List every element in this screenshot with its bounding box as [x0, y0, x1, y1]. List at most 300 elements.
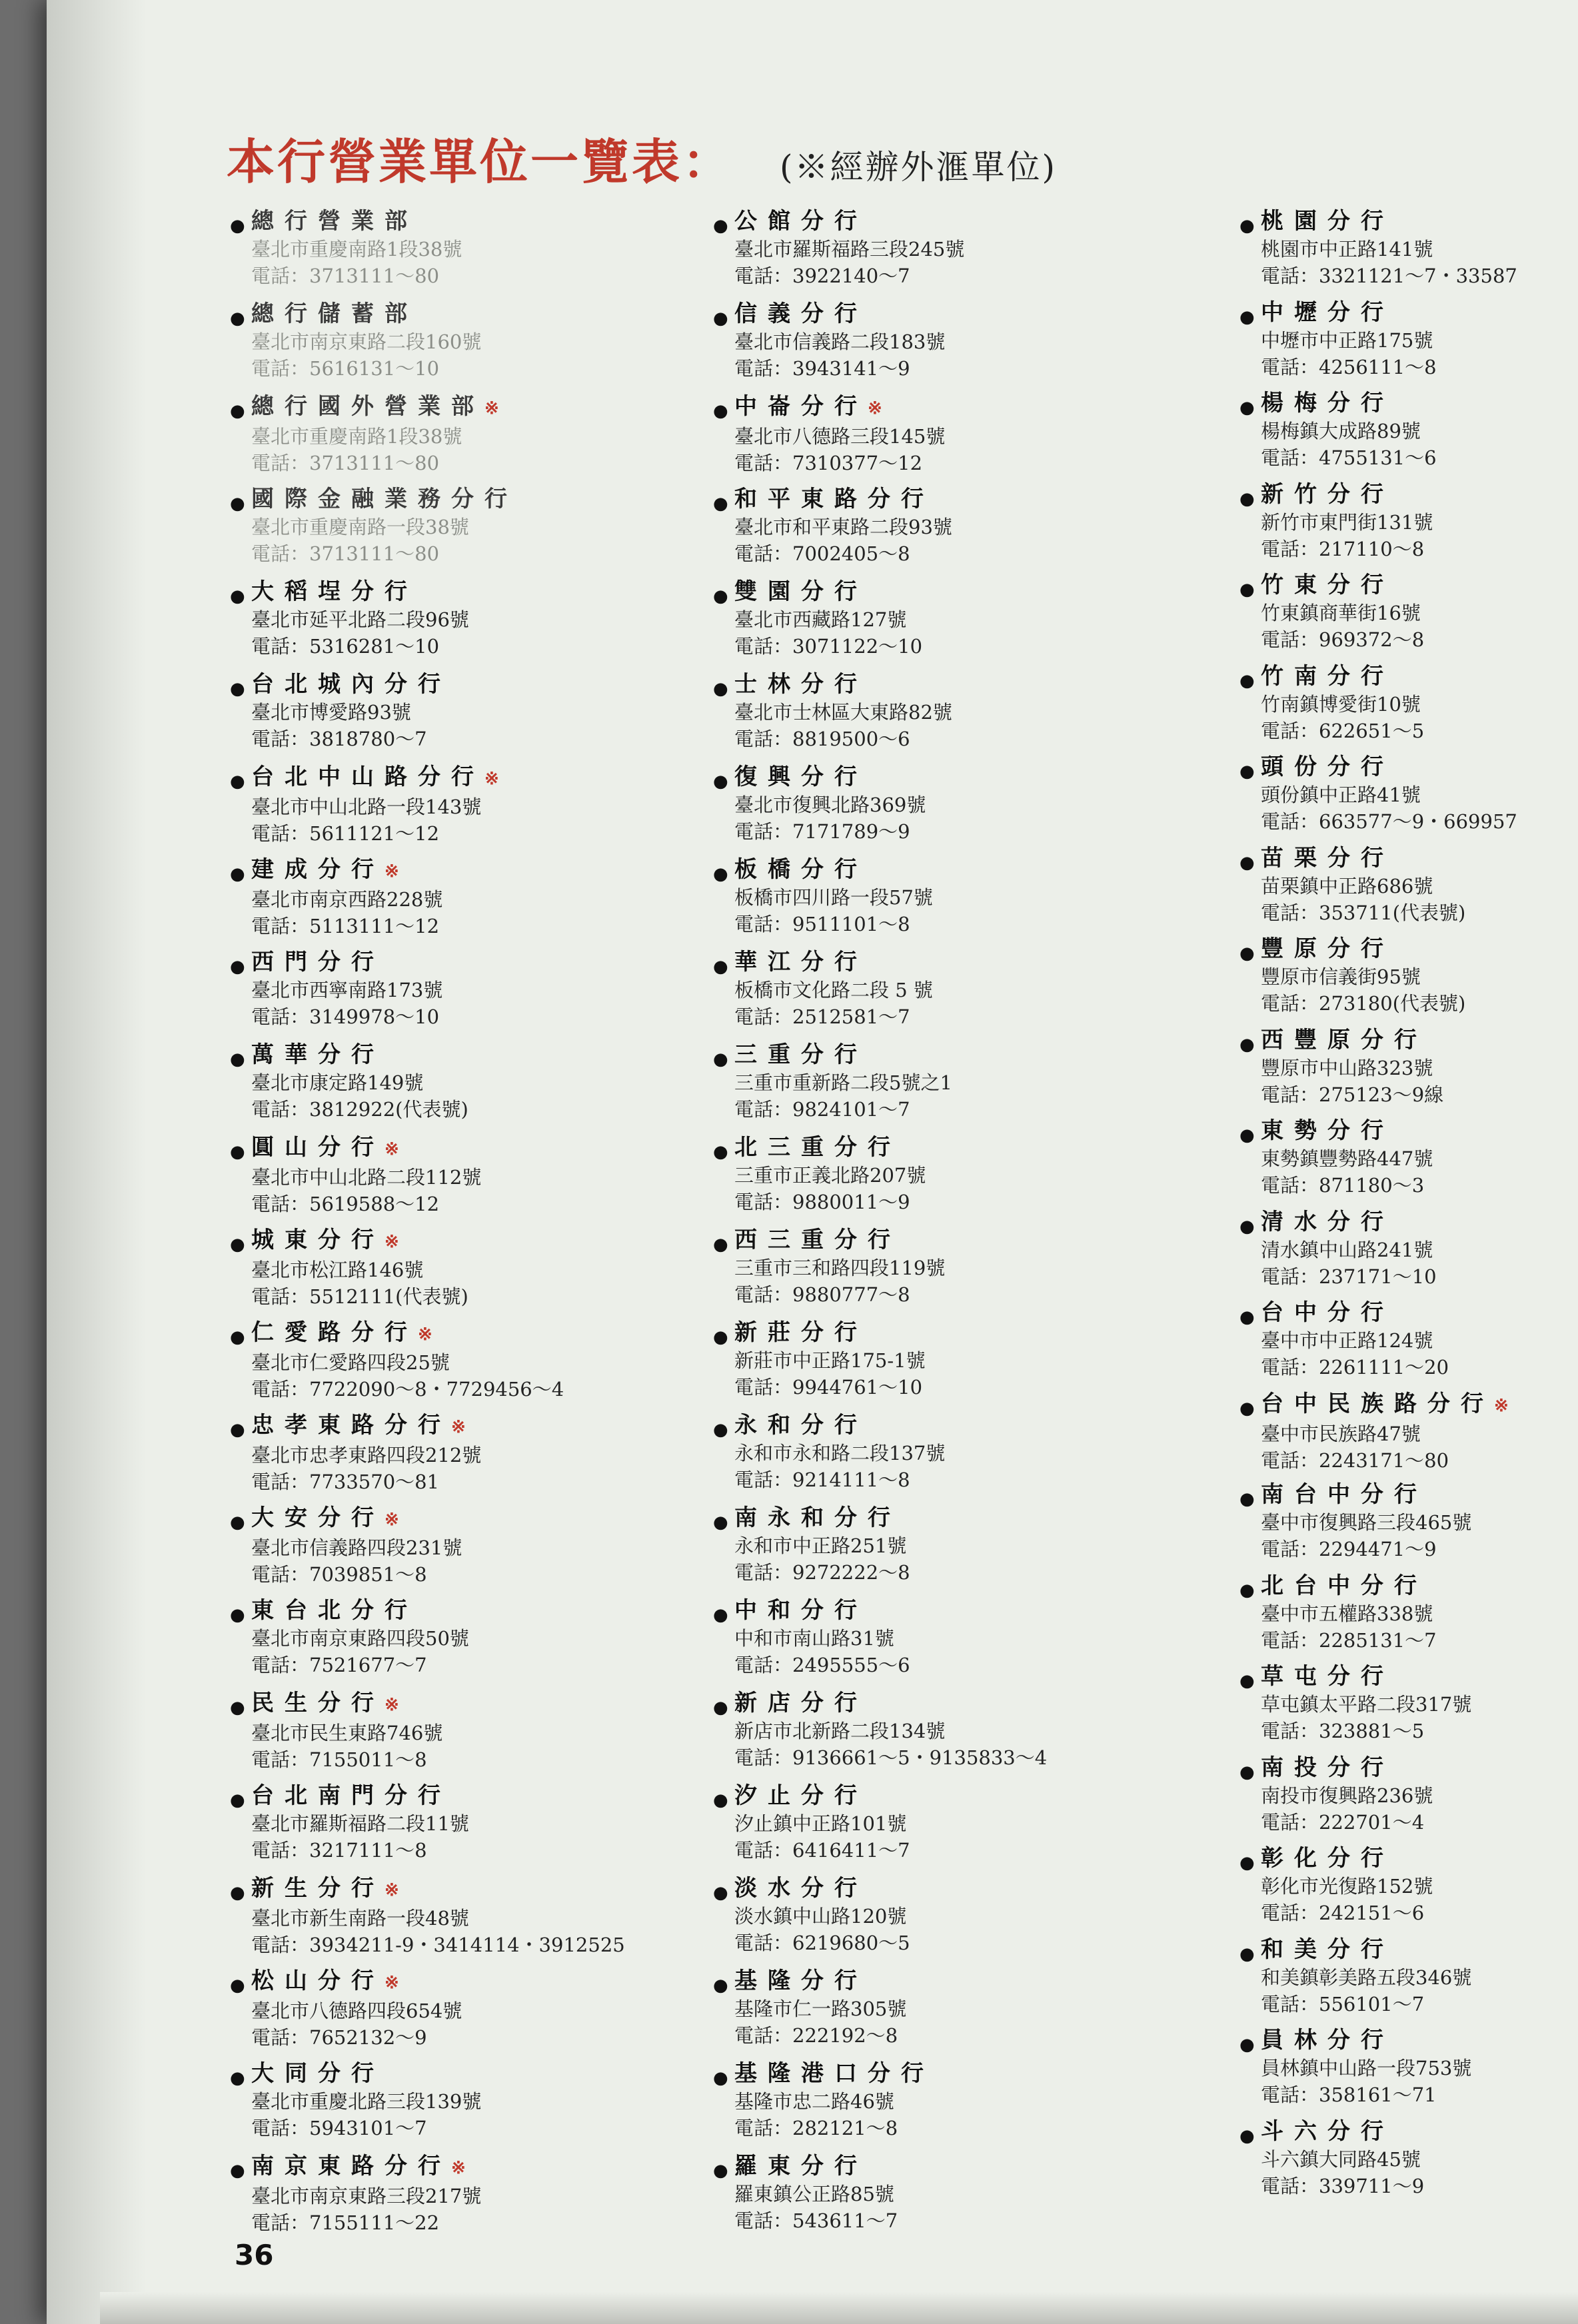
bullet-icon: ●	[1239, 1580, 1255, 1600]
branch-name-text: 大同分行	[251, 2060, 385, 2087]
bullet-icon: ●	[713, 308, 728, 328]
branch-phone: 電話：217110～8	[1261, 537, 1425, 560]
branch-entry	[1239, 1571, 1578, 1662]
branch-entry	[713, 762, 1180, 855]
fx-mark-icon: ※	[484, 398, 499, 418]
branch-entry	[713, 1225, 1180, 1318]
branch-entry	[1239, 1662, 1578, 1753]
branch-name	[1261, 1389, 1578, 1421]
branch-address: 淡水鎮中山路120號	[734, 1905, 907, 1928]
branch-phone: 電話：3149978～10	[251, 1005, 440, 1028]
branch-name	[734, 207, 1180, 236]
branch-phone: 電話：3943141～9	[734, 357, 910, 380]
branch-name-text: 基隆分行	[734, 1968, 868, 1994]
branch-entry	[713, 1503, 1180, 1596]
branch-address: 永和市中正路251號	[734, 1534, 907, 1557]
branch-name	[251, 577, 696, 606]
bullet-icon: ●	[1239, 1398, 1255, 1419]
branch-address: 臺北市羅斯福路二段11號	[251, 1812, 469, 1835]
branch-entry	[230, 1411, 696, 1503]
bullet-icon: ●	[713, 679, 728, 699]
branch-entry	[1239, 1935, 1578, 2026]
branch-entry	[1239, 1480, 1578, 1571]
branch-name	[1261, 1298, 1578, 1327]
bullet-icon: ●	[713, 586, 728, 606]
branch-address: 楊梅鎮大成路89號	[1261, 420, 1421, 442]
branch-entry	[1239, 2026, 1578, 2117]
bullet-icon: ●	[713, 1327, 728, 1347]
branch-phone: 電話：9214111～8	[734, 1468, 910, 1491]
bullet-icon: ●	[713, 1420, 728, 1440]
branch-phone: 電話：2261111～20	[1261, 1356, 1449, 1379]
branch-address: 員林鎮中山路一段753號	[1261, 2057, 1472, 2079]
branch-name	[251, 947, 696, 977]
branch-address: 板橋市四川路一段57號	[734, 886, 933, 909]
branch-name	[251, 1318, 696, 1349]
bullet-icon: ●	[713, 1049, 728, 1069]
branch-name-text: 新店分行	[734, 1690, 868, 1716]
branch-address: 豐原市中山路323號	[1261, 1056, 1433, 1079]
bullet-icon: ●	[713, 216, 728, 236]
branch-address: 臺中市民族路47號	[1261, 1422, 1421, 1445]
branch-phone: 電話：9944761～10	[734, 1376, 923, 1399]
branch-name-text: 華江分行	[734, 949, 868, 975]
branch-address: 竹南鎮博愛街10號	[1261, 692, 1421, 716]
branch-phone: 電話：2243171～80	[1261, 1449, 1449, 1472]
branch-address: 頭份鎮中正路41號	[1261, 784, 1421, 806]
branch-name-text: 西豐原分行	[1261, 1026, 1427, 1053]
branch-phone: 電話：556101～7	[1261, 1992, 1425, 2016]
branch-phone: 電話：9880777～8	[734, 1283, 910, 1306]
fx-mark-icon: ※	[451, 1417, 466, 1437]
branch-name	[734, 392, 1180, 423]
branch-address: 臺北市延平北路二段96號	[251, 608, 469, 631]
branch-address: 汐止鎮中正路101號	[734, 1812, 907, 1835]
branch-name-text: 雙園分行	[734, 578, 868, 605]
branch-name	[734, 1503, 1180, 1532]
bullet-icon: ●	[1239, 306, 1255, 327]
bullet-icon: ●	[230, 679, 245, 699]
branch-phone: 電話：5113111～12	[251, 915, 440, 937]
branch-entry	[230, 299, 696, 392]
branch-name-text: 竹南分行	[1261, 662, 1394, 690]
branch-entry	[713, 1411, 1180, 1503]
branch-name	[251, 1225, 696, 1257]
branch-phone: 電話：9511101～8	[734, 913, 910, 935]
branch-entry	[230, 484, 696, 577]
bullet-icon: ●	[1239, 1944, 1255, 1964]
branch-name-text: 淡水分行	[734, 1875, 868, 1902]
branch-phone: 電話：663577～9・669957	[1261, 810, 1517, 833]
branch-name	[251, 1503, 696, 1534]
bullet-icon: ●	[1239, 1489, 1255, 1509]
branch-entry	[230, 577, 696, 670]
branch-name	[251, 207, 696, 236]
branch-name	[1261, 1207, 1578, 1237]
bullet-icon: ●	[1239, 1671, 1255, 1691]
branch-entry	[1239, 1389, 1578, 1480]
bullet-icon: ●	[1239, 216, 1255, 236]
branch-entry	[713, 1966, 1180, 2059]
branch-name-text: 汐止分行	[734, 1782, 868, 1809]
branch-entry	[230, 2059, 696, 2151]
branch-entry	[713, 2151, 1180, 2244]
branch-phone: 電話：3713111～80	[251, 452, 440, 474]
branch-name-text: 總行國外營業部	[251, 393, 484, 420]
branch-phone: 電話：339711～9	[1261, 2174, 1425, 2197]
branch-phone: 電話：9824101～7	[734, 1098, 910, 1121]
branch-name-text: 民生分行	[251, 1690, 385, 1716]
branch-name	[734, 947, 1180, 977]
fx-mark-icon: ※	[385, 1973, 399, 1993]
branch-entry	[1239, 662, 1578, 753]
branch-name-text: 復興分行	[734, 764, 868, 790]
branch-entry	[230, 855, 696, 947]
branch-entry	[230, 762, 696, 855]
bullet-icon: ●	[713, 772, 728, 792]
branch-address: 板橋市文化路二段 5 號	[734, 979, 933, 1001]
branch-name-text: 中和分行	[734, 1597, 868, 1624]
branch-name-text: 新莊分行	[734, 1319, 868, 1346]
branch-name	[1261, 207, 1578, 236]
branch-address: 臺北市南京東路三段217號	[251, 2185, 482, 2207]
branch-entry	[1239, 1844, 1578, 1935]
branch-address: 三重市三和路四段119號	[734, 1257, 946, 1279]
branch-name	[1261, 1571, 1578, 1600]
branch-address: 臺北市仁愛路四段25號	[251, 1351, 450, 1374]
branch-name-text: 西三重分行	[734, 1227, 901, 1253]
branch-entry	[1239, 480, 1578, 571]
branch-phone: 電話：3071122～10	[734, 635, 923, 658]
branch-name-text: 台中民族路分行	[1261, 1390, 1494, 1417]
branch-phone: 電話：2495555～6	[734, 1654, 910, 1676]
branch-phone: 電話：4256111～8	[1261, 355, 1437, 378]
branch-entry	[230, 1318, 696, 1411]
branch-name	[734, 1040, 1180, 1069]
branch-entry	[713, 1318, 1180, 1411]
branch-address: 和美鎮彰美路五段346號	[1261, 1966, 1472, 1989]
branch-phone: 電話：6219680～5	[734, 1932, 910, 1954]
fx-mark-icon: ※	[385, 1695, 399, 1715]
bullet-icon: ●	[713, 1698, 728, 1718]
branch-name-text: 基隆港口分行	[734, 2060, 934, 2087]
branch-entry	[230, 947, 696, 1040]
branch-name	[734, 1688, 1180, 1718]
branch-entry	[1239, 570, 1578, 662]
fx-mark-icon: ※	[418, 1325, 432, 1345]
branch-entry	[713, 577, 1180, 670]
branch-name	[1261, 844, 1578, 873]
branch-entry	[230, 1503, 696, 1596]
branch-name-text: 板橋分行	[734, 856, 868, 883]
branch-phone: 電話：3934211-9・3414114・3912525	[251, 1934, 625, 1956]
fx-mark-icon: ※	[385, 862, 399, 881]
branch-address: 豐原市信義街95號	[1261, 965, 1421, 988]
branch-name	[1261, 388, 1578, 418]
bullet-icon: ●	[713, 1142, 728, 1162]
branch-phone: 電話：5611121～12	[251, 822, 440, 845]
branch-phone: 電話：3922140～7	[734, 265, 910, 287]
branch-phone: 電話：3818780～7	[251, 728, 427, 750]
branch-address: 竹東鎮商華街16號	[1261, 602, 1421, 624]
branch-name	[734, 1411, 1180, 1440]
branch-phone: 電話：282121～8	[734, 2117, 898, 2139]
branch-phone: 電話：9136661～5・9135833～4	[734, 1746, 1048, 1769]
fx-mark-icon: ※	[484, 769, 499, 789]
bullet-icon: ●	[230, 1420, 245, 1440]
bullet-icon: ●	[1239, 1762, 1255, 1782]
branch-name-text: 中壢分行	[1261, 298, 1394, 326]
bullet-icon: ●	[713, 1235, 728, 1255]
branch-address: 臺北市重慶南路1段38號	[251, 425, 462, 448]
branch-name	[251, 1688, 696, 1720]
bullet-icon: ●	[230, 772, 245, 792]
branch-entry	[1239, 752, 1578, 844]
branch-name	[1261, 1844, 1578, 1873]
branch-name-text: 新竹分行	[1261, 480, 1394, 508]
branch-name	[734, 1318, 1180, 1347]
branch-name-text: 士林分行	[734, 671, 868, 698]
branch-address: 草屯鎮太平路二段317號	[1261, 1693, 1472, 1716]
branch-name-text: 永和分行	[734, 1412, 868, 1439]
branch-name	[734, 577, 1180, 606]
branch-entry	[1239, 1025, 1578, 1117]
branch-name-text: 台北中山路分行	[251, 764, 484, 790]
branch-phone: 電話：9272222～8	[734, 1561, 910, 1584]
branch-address: 臺北市重慶北路三段139號	[251, 2090, 482, 2113]
bullet-icon: ●	[230, 1512, 245, 1532]
branch-address: 三重市正義北路207號	[734, 1164, 926, 1187]
branch-entry	[713, 670, 1180, 762]
branch-name-text: 總行營業部	[251, 208, 418, 235]
branch-name-text: 彰化分行	[1261, 1845, 1394, 1872]
branch-name	[1261, 1116, 1578, 1145]
branch-name-text: 東台北分行	[251, 1597, 418, 1624]
bullet-icon: ●	[230, 1790, 245, 1810]
bullet-icon: ●	[230, 2068, 245, 2088]
branch-name	[251, 2151, 696, 2183]
bullet-icon: ●	[1239, 1307, 1255, 1327]
branch-entry	[230, 392, 696, 484]
branch-address: 臺北市康定路149號	[251, 1071, 424, 1094]
branch-address: 臺中市復興路三段465號	[1261, 1511, 1472, 1534]
branch-phone: 電話：5616131～10	[251, 357, 440, 380]
bullet-icon: ●	[1239, 1853, 1255, 1873]
bullet-icon: ●	[713, 1605, 728, 1625]
branch-name-text: 中崙分行	[734, 393, 868, 420]
fx-mark-icon: ※	[1494, 1395, 1509, 1416]
branch-entry	[230, 1966, 696, 2059]
branch-phone: 電話：5316281～10	[251, 635, 440, 658]
branch-address: 臺北市信義路四段231號	[251, 1536, 462, 1559]
fx-mark-icon: ※	[385, 1139, 399, 1159]
branch-entry	[1239, 1116, 1578, 1207]
bullet-icon: ●	[230, 494, 245, 514]
bullet-icon: ●	[713, 1976, 728, 1996]
branch-address: 臺北市忠孝東路四段212號	[251, 1444, 482, 1466]
fx-mark-icon: ※	[385, 1232, 399, 1252]
bullet-icon: ●	[713, 1512, 728, 1532]
branch-address: 臺北市復興北路369號	[734, 794, 926, 816]
branch-name	[734, 1781, 1180, 1810]
branch-phone: 電話：622651～5	[1261, 719, 1425, 742]
branch-name	[1261, 2117, 1578, 2146]
branch-name-text: 和美分行	[1261, 1936, 1394, 1963]
branch-entry	[713, 855, 1180, 947]
branch-name-text: 總行儲蓄部	[251, 300, 418, 327]
branch-name	[734, 1966, 1180, 1996]
branch-name-text: 南京東路分行	[251, 2153, 451, 2179]
branch-name	[251, 1133, 696, 1164]
branch-entry	[1239, 844, 1578, 935]
branch-entry	[230, 1133, 696, 1225]
branch-address: 臺北市中山北路二段112號	[251, 1166, 482, 1189]
branch-entry	[713, 1688, 1180, 1781]
branch-name	[251, 484, 696, 514]
branch-name	[251, 1874, 696, 1905]
branch-name-text: 松山分行	[251, 1968, 385, 1994]
branch-phone: 電話：8819500～6	[734, 728, 910, 750]
branch-address: 臺北市士林區大東路82號	[734, 701, 952, 724]
branch-name-text: 羅東分行	[734, 2153, 868, 2179]
branch-name	[251, 1411, 696, 1442]
branch-name	[251, 1781, 696, 1810]
branch-phone: 電話：9880011～9	[734, 1191, 910, 1213]
page-bottom-shadow	[100, 2292, 1578, 2324]
branch-name	[1261, 1480, 1578, 1509]
bullet-icon: ●	[230, 216, 245, 236]
bullet-icon: ●	[230, 1049, 245, 1069]
bullet-icon: ●	[1239, 1125, 1255, 1145]
branch-name	[251, 1966, 696, 1998]
bullet-icon: ●	[713, 1883, 728, 1903]
branch-address: 中壢市中正路175號	[1261, 328, 1433, 352]
bullet-icon: ●	[1239, 2125, 1255, 2146]
branch-name	[251, 299, 696, 328]
branch-name	[734, 2059, 1180, 2088]
branch-address: 臺北市信義路二段183號	[734, 330, 946, 353]
branch-address: 東勢鎮豐勢路447號	[1261, 1147, 1433, 1170]
bullet-icon: ●	[230, 401, 245, 421]
branch-name-text: 竹東分行	[1261, 572, 1394, 598]
bullet-icon: ●	[230, 1142, 245, 1162]
branch-name	[1261, 1662, 1578, 1691]
page-number: 36	[235, 2239, 274, 2271]
branch-phone: 電話：7002405～8	[734, 542, 910, 565]
branch-entry	[1239, 1298, 1578, 1389]
branch-phone: 電話：3713111～80	[251, 265, 440, 287]
branch-phone: 電話：7722090～8・7729456～4	[251, 1378, 564, 1401]
branch-phone: 電話：3321121～7・33587	[1261, 265, 1517, 287]
branch-address: 臺北市南京西路228號	[251, 888, 443, 911]
branch-entry	[1239, 298, 1578, 389]
branch-name	[1261, 662, 1578, 691]
branch-entry	[230, 2151, 696, 2244]
branch-name-text: 信義分行	[734, 300, 868, 327]
branch-phone: 電話：4755131～6	[1261, 446, 1437, 469]
branch-phone: 電話：7652132～9	[251, 2026, 427, 2049]
branch-name	[251, 855, 696, 886]
branch-phone: 電話：5943101～7	[251, 2117, 427, 2139]
branch-entry	[713, 947, 1180, 1040]
fx-mark-icon: ※	[451, 2158, 466, 2178]
branch-name	[734, 299, 1180, 328]
branch-phone: 電話：871180～3	[1261, 1174, 1425, 1197]
bullet-icon: ●	[1239, 1216, 1255, 1237]
branch-address: 臺北市八德路四段654號	[251, 2000, 462, 2022]
branch-phone: 電話：7155111～22	[251, 2211, 440, 2234]
branch-entry	[713, 1781, 1180, 1874]
branch-phone: 電話：7733570～81	[251, 1470, 440, 1493]
bullet-icon: ●	[230, 1883, 245, 1903]
branch-name-text: 台北南門分行	[251, 1782, 451, 1809]
branch-phone: 電話：222192～8	[734, 2024, 898, 2047]
branch-phone: 電話：3217111～8	[251, 1839, 427, 1862]
branch-phone: 電話：353711(代表號)	[1261, 901, 1466, 924]
branch-address: 臺中市中正路124號	[1261, 1329, 1433, 1352]
branch-address: 基隆市忠二路46號	[734, 2090, 894, 2113]
branch-name-text: 台中分行	[1261, 1299, 1394, 1326]
branch-entry	[713, 1596, 1180, 1688]
branch-entry	[1239, 2117, 1578, 2208]
branch-name-text: 公館分行	[734, 208, 868, 235]
branch-name-text: 西門分行	[251, 949, 385, 975]
branch-entry	[230, 1874, 696, 1966]
bullet-icon: ●	[713, 401, 728, 421]
bullet-icon: ●	[1239, 852, 1255, 873]
branch-phone: 電話：275123～9線	[1261, 1083, 1444, 1106]
branch-entry	[230, 670, 696, 762]
fx-mark-icon: ※	[385, 1880, 399, 1900]
branch-phone: 電話：2285131～7	[1261, 1628, 1437, 1652]
bullet-icon: ●	[230, 1235, 245, 1255]
branch-address: 臺北市新生南路一段48號	[251, 1907, 469, 1930]
branch-name-text: 楊梅分行	[1261, 390, 1394, 416]
branch-name-text: 大稻埕分行	[251, 578, 418, 605]
branch-phone: 電話：5619588～12	[251, 1193, 440, 1215]
bullet-icon: ●	[1239, 580, 1255, 600]
page-binding-shadow	[47, 0, 147, 2324]
branch-name-text: 和平東路分行	[734, 486, 934, 512]
branch-entry	[713, 2059, 1180, 2151]
bullet-icon: ●	[230, 2161, 245, 2181]
branch-name-text: 國際金融業務分行	[251, 486, 518, 512]
branch-name	[734, 1133, 1180, 1162]
branch-entry	[713, 207, 1180, 299]
branch-name-text: 斗六分行	[1261, 2117, 1394, 2145]
bullet-icon: ●	[230, 308, 245, 328]
branch-phone: 電話：2294471～9	[1261, 1538, 1437, 1560]
bullet-icon: ●	[1239, 943, 1255, 963]
branch-address: 臺北市西寧南路173號	[251, 979, 443, 1001]
branch-address: 新竹市東門街131號	[1261, 510, 1433, 534]
bullet-icon: ●	[1239, 1034, 1255, 1055]
title-bar	[227, 123, 1057, 203]
branch-name	[1261, 1025, 1578, 1055]
branch-entry	[713, 1040, 1180, 1133]
branch-address: 羅東鎮公正路85號	[734, 2183, 894, 2205]
branch-name-text: 清水分行	[1261, 1208, 1394, 1235]
branch-address: 臺中市五權路338號	[1261, 1602, 1433, 1625]
bullet-icon: ●	[230, 1605, 245, 1625]
branch-name-text: 北三重分行	[734, 1134, 901, 1161]
branch-phone: 電話：7310377～12	[734, 452, 923, 474]
branch-name	[251, 392, 696, 423]
bullet-icon: ●	[713, 2068, 728, 2088]
branch-name-text: 忠孝東路分行	[251, 1412, 451, 1439]
branch-entry	[230, 1040, 696, 1133]
branch-phone: 電話：7521677～7	[251, 1654, 427, 1676]
